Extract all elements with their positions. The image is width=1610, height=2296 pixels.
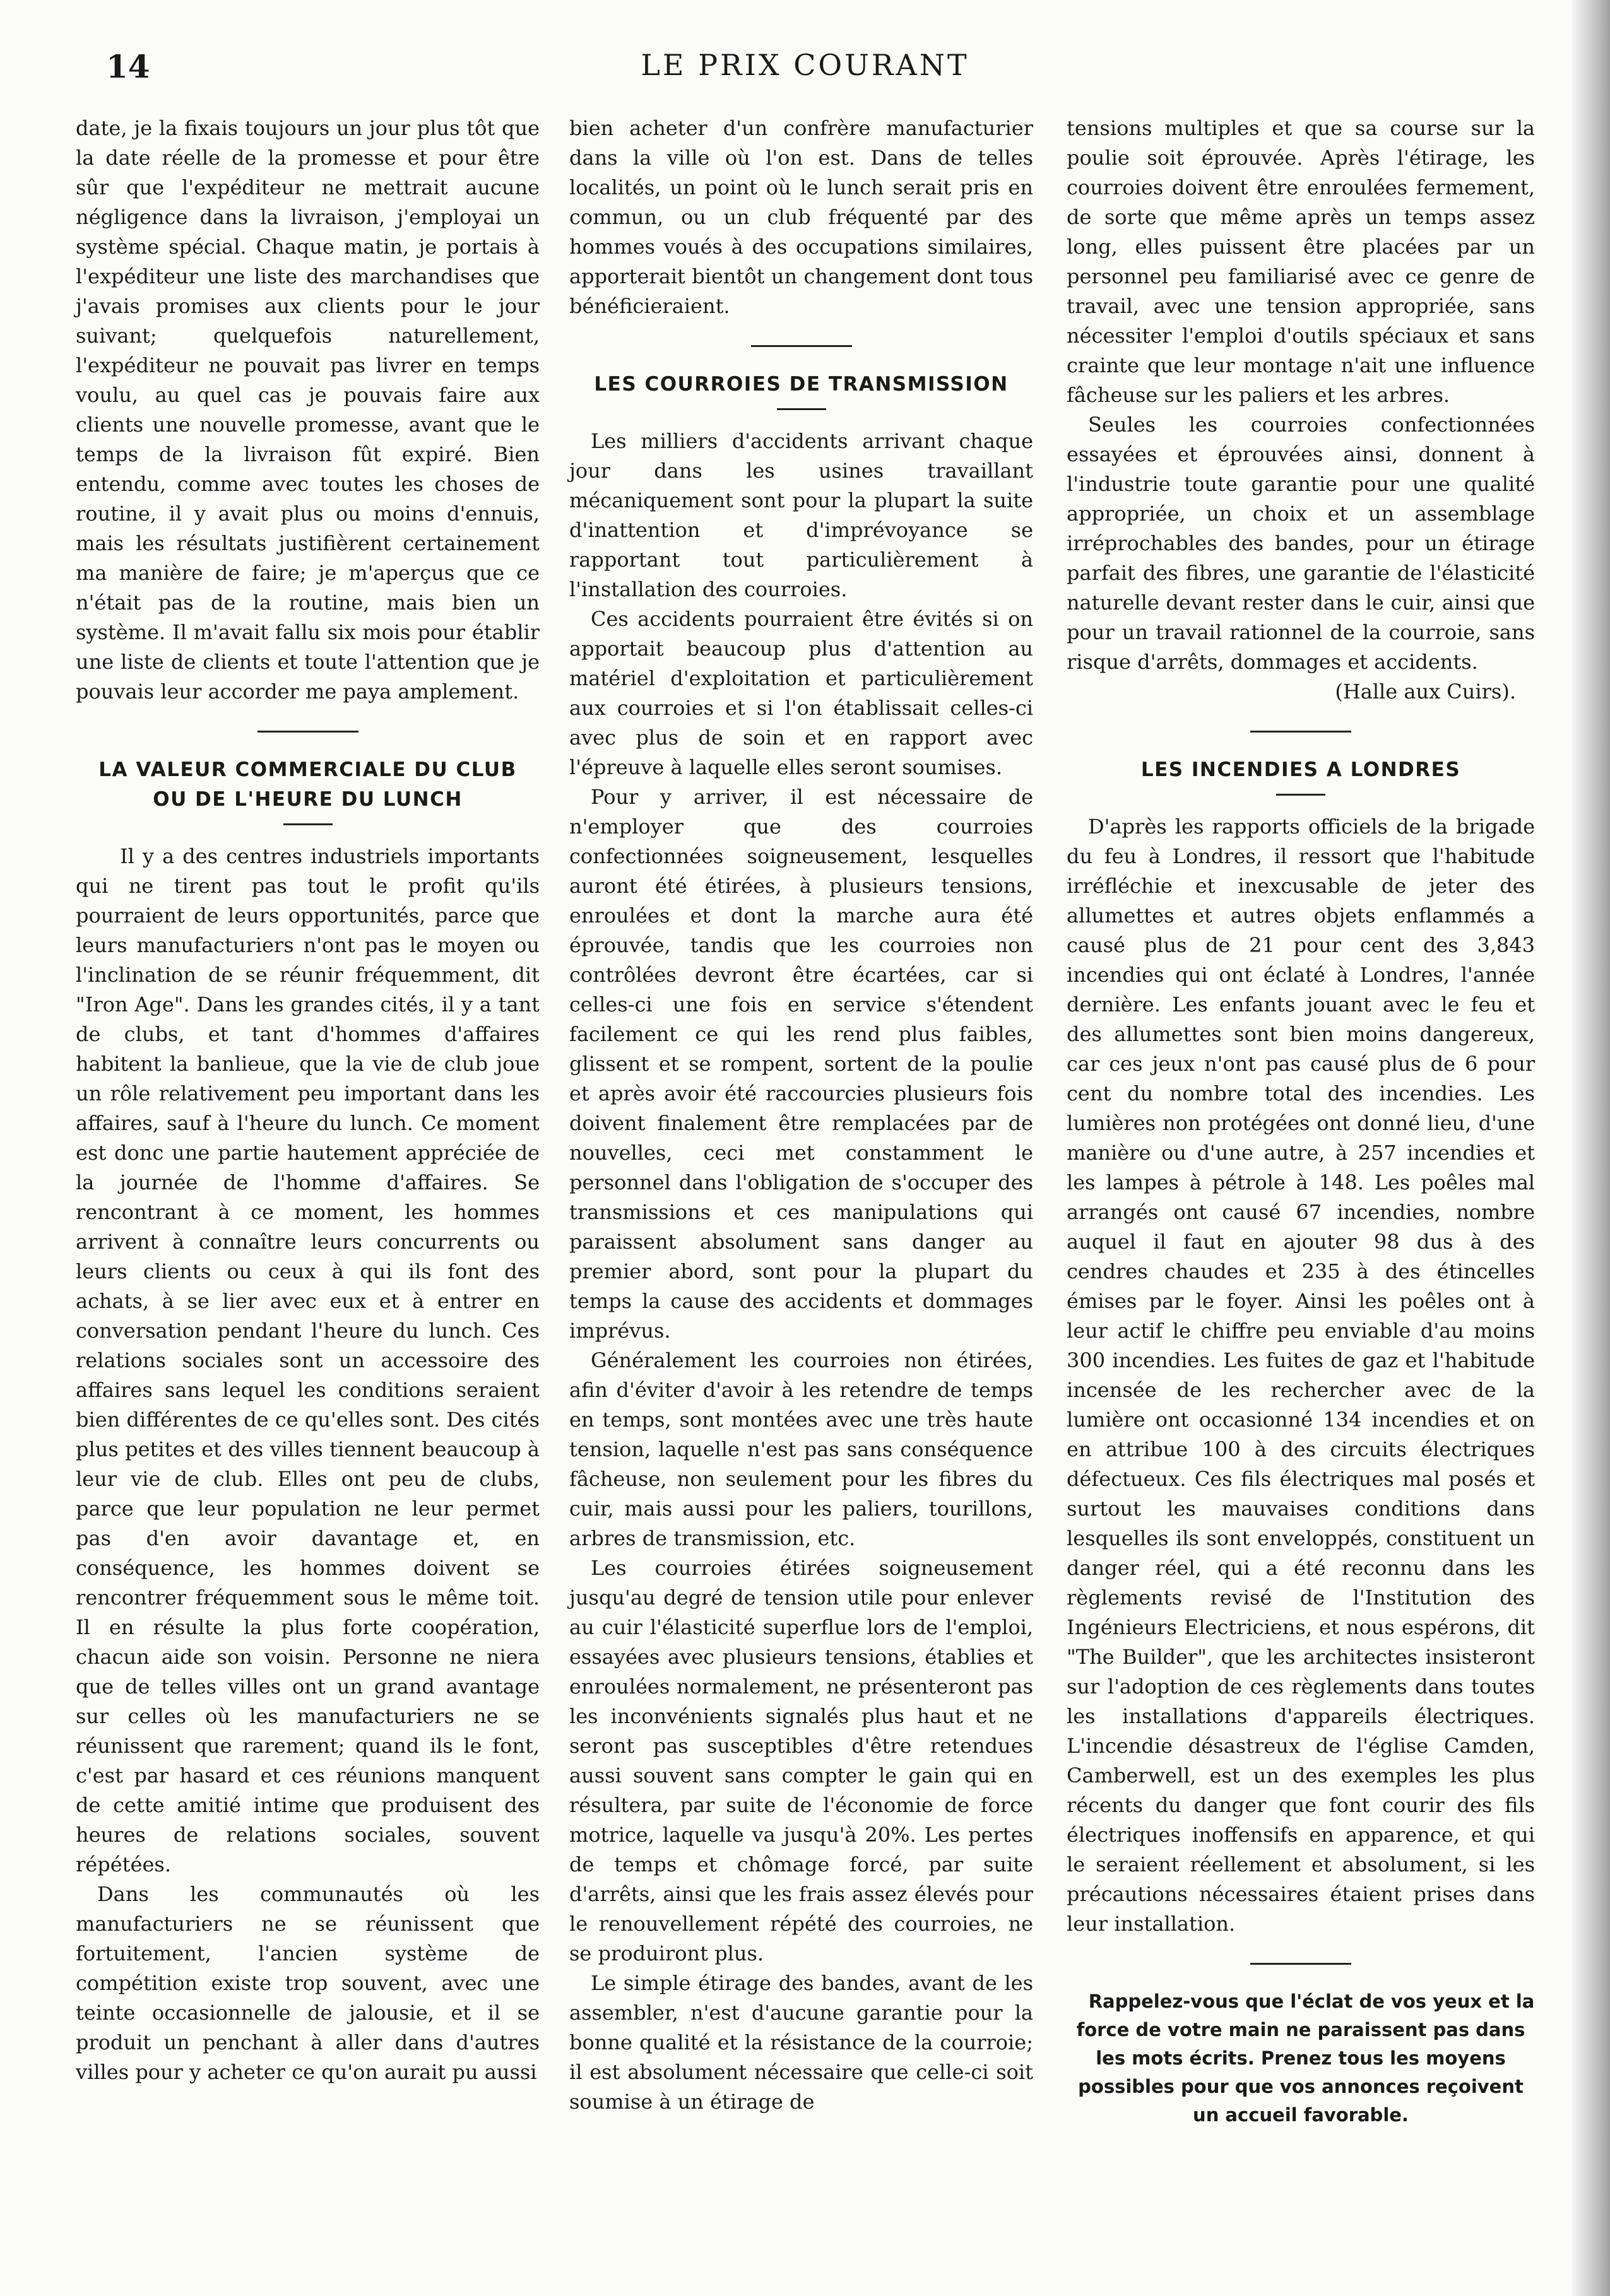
section-divider [1250,731,1351,733]
paragraph: tensions multiples et que sa course sur la poulie soit éprouvée. Après l'étirage, les courroies doivent être enroulées fermement, de sorte que même après un temps assez long, elles puissent être placées par un personnel peu familiarisé avec ce genre de travail, avec une tension appropriée, sans nécessiter l'emploi d'outils spéciaux et sans crainte que leur montage n'ait une influence fâcheuse sur les paliers et les arbres. [1067,116,1535,407]
paragraph: Il y a des centres industriels importants qui ne tirent pas tout le profit qu'ils pourraient de leurs opportunités, parce que leurs manufacturiers n'ont pas le moyen ou l'inclination de se réunir fréquemment, dit "Iron Age". Dans les grandes cités, il y a tant de clubs, et tant d'hommes d'affaires habitent la banlieue, que la vie de club joue un rôle relativement peu important dans les affaires, sauf à l'heure du lunch. Ce moment est donc une partie hautement appréciée de la journée de l'homme d'affaires. Se rencontrant à ce moment, les hommes arrivent à connaître leurs concurrents ou leurs clients ou ceux à qui ils font des achats, à se lier avec eux et à entrer en conversation pendant l'heure du lunch. Ces relations sociales sont un accessoire des affaires sans lequel les conditions seraient bien différentes de ce qu'elles sont. Des cités plus petites et des villes tiennent beaucoup à leur vie de club. Elles ont peu de clubs, parce que leur population ne leur permet pas d'en avoir davantage et, en conséquence, les hommes doivent se rencontrer fréquemment sous le même toit. Il en résulte la plus forte coopération, chacun aide son voisin. Personne ne niera que de telles villes ont un grand avantage sur celles où les manufacturiers ne se réunissent que rarement; quand ils le font, c'est par hasard et ces réunions manquent de cette amitié intime que produisent des heures de relations sociales, souvent répétées. [76,844,540,1876]
column-1 [76,114,540,2087]
paragraph: Dans les communautés où les manufacturiers ne se réunissent que fortuitement, l'ancien système de compétition existe trop souvent, avec une teinte occasionnelle de jalousie, et il se produit un penchant à aller dans d'autres villes pour y acheter ce qu'on aurait pu aussi [76,1882,540,2084]
paragraph: D'après les rapports officiels de la brigade du feu à Londres, il ressort que l'habitude irréfléchie et inexcusable de jeter des allumettes et autres objets enflammés a causé plus de 21 pour cent des 3,843 incendies qui ont éclaté à Londres, l'année dernière. Les enfants jouant avec le feu et des allumettes sont bien moins dangereux, car ces jeux n'ont pas causé plus de 6 pour cent du nombre total des incendies. Les lumières non protégées ont donné lieu, d'une manière ou d'une autre, à 257 incendies et les lampes à pétrole à 148. Les poêles mal arrangés ont causé 67 incendies, nombre auquel il faut en ajouter 98 dus à des cendres chaudes et 235 à des étincelles émises par le foyer. Ainsi les poêles ont à leur actif le chiffre peu enviable d'au moins 300 incendies. Les fuites de gaz et l'habitude incensée de les rechercher avec de la lumière ont occasionné 134 incendies et on en attribue 100 à des circuits électriques défectueux. Ces fils électriques mal posés et surtout les mauvaises conditions dans lesquelles ils sont enveloppés, constituent un danger réel, qui a été reconnu dans les règlements revisé de l'Institution des Ingénieurs Electriciens, et nous espérons, dit "The Builder", que les architectes insisteront sur l'adoption de ces règlements dans toutes les installations d'appareils électriques. L'incendie désastreux de l'église Camden, Camberwell, est un des exemples les plus récents du danger que font courir des fils électriques inoffensifs en apparence, et qui le seraient réellement et absolument, si les précautions nécessaires étaient prises dans leur installation. [1067,815,1535,1936]
paragraph: Les courroies étirées soigneusement jusqu'au degré de tension utile pour enlever au cuir l'élasticité superflue lors de l'emploi, essayées avec plusieurs tensions, établies et enroulées normalement, ne présenteront pas les inconvénients signalés plus haut et ne seront pas susceptibles d'être retendues aussi souvent sans compter le gain qui en résultera, par suite de l'économie de force motrice, laquelle va jusqu'à 20%. Les pertes de temps et chômage forcé, par suite d'arrêts, ainsi que les frais assez élevés pour le renouvellement répété des courroies, ne se produiront plus. [569,1556,1033,1965]
source-citation: (Halle aux Cuirs). [1335,680,1516,704]
paragraph: Le simple étirage des bandes, avant de les assembler, n'est d'aucune garantie pour la bonne qualité et la résistance de la courroie; il est absolument nécessaire que celle-ci soit soumise à un étirage de [569,1971,1033,2114]
paragraph: date, je la fixais toujours un jour plus tôt que la date réelle de la promesse et pour être sûr que l'expéditeur ne mettrait aucune négligence dans la livraison, j'employai un système spécial. Chaque matin, je portais à l'expéditeur une liste des marchandises que j'avais promises aux clients pour le jour suivant; quelquefois naturellement, l'expéditeur ne pouvait pas livrer en temps voulu, au quel cas je pouvais faire aux clients une nouvelle promesse, avant que le temps de la livraison fût expiré. Bien entendu, comme avec toutes les choses de routine, il y avait plus ou moins d'ennuis, mais les résultats justifièrent certainement ma manière de faire; je m'aperçus que ce n'était pas de la routine, mais bien un système. Il m'avait fallu six mois pour établir une liste de clients et toute l'attention que je pouvais leur accorder me paya amplement. [76,116,540,704]
title-underline [283,823,333,825]
section-divider [257,731,358,733]
section-divider [1250,1963,1351,1965]
paragraph: Ces accidents pourraient être évités si on apportait beaucoup plus d'attention au matériel d'exploitation et particulièrement aux courroies et si l'on établissait celles-ci avec plus de soin et en rapport avec l'épreuve à laquelle elles seront soumises. [569,607,1033,779]
column-2 [569,114,1033,2117]
paragraph: Pour y arriver, il est nécessaire de n'employer que des courroies confectionnées soigneusement, lesquelles auront été étirées, à plusieurs tensions, enroulées et dont la marche aura été éprouvée, tandis que les courroies non contrôlées devront être écartées, car si celles-ci une fois en service s'étendent facilement ce qui les rend plus faibles, glissent et se rompent, sortent de la poulie et après avoir été raccourcies plusieurs fois doivent finalement être remplacées par de nouvelles, ceci met constamment le personnel dans l'obligation de s'occuper des transmissions et ces manipulations qui paraissent absolument sans danger au premier abord, sont pour la plupart du temps la cause des accidents et dommages imprévus. [569,785,1033,1343]
paragraph: Généralement les courroies non étirées, afin d'éviter d'avoir à les retendre de temps en temps, sont montées avec une très haute tension, laquelle n'est pas sans conséquence fâcheuse, non seulement pour les fibres du cuir, mais aussi pour les paliers, tourillons, arbres de transmission, etc. [569,1348,1033,1550]
article-title: LES COURROIES DE TRANSMISSION [594,373,1009,396]
title-underline [777,408,826,410]
column-3 [1067,114,1535,2129]
advertising-notice: Rappelez-vous que l'éclat de vos yeux et la force de votre main ne paraissent pas dans les mots écrits. Prenez tous les moyens possibles pour que vos annonces reçoivent un accueil favorable. [1076,1991,1535,2126]
journal-title: LE PRIX COURANT [641,48,969,82]
page-number: 14 [106,48,150,85]
section-divider [751,345,852,347]
article-title-line: LA VALEUR COMMERCIALE DU CLUB [98,758,517,781]
paragraph: Les milliers d'accidents arrivant chaque jour dans les usines travaillant mécaniquement sont pour la plupart la suite d'inattention et d'imprévoyance se rapportant tout particulièrement à l'installation des courroies. [569,429,1033,601]
title-underline [1276,794,1325,796]
article-title-line: OU DE L'HEURE DU LUNCH [153,788,463,811]
scan-edge-shadow [1572,0,1610,2296]
article-title: LES INCENDIES A LONDRES [1140,758,1461,781]
paragraph: Seules les courroies confectionnées essayées et éprouvées ainsi, donnent à l'industrie toute garantie pour une qualité appropriée, un choix et un assemblage irréprochables des bandes, pour un étirage parfait des fibres, une garantie de l'élasticité naturelle devant rester dans le cuir, ainsi que pour un travail rationnel de la courroie, sans risque d'arrêts, dommages et accidents. [1067,413,1535,674]
paragraph: bien acheter d'un confrère manufacturier dans la ville où l'on est. Dans de telles localités, un point où le lunch serait pris en commun, ou un club fréquenté par des hommes voués à des occupations similaires, apporterait bientôt un changement dont tous bénéficieraient. [569,116,1033,318]
